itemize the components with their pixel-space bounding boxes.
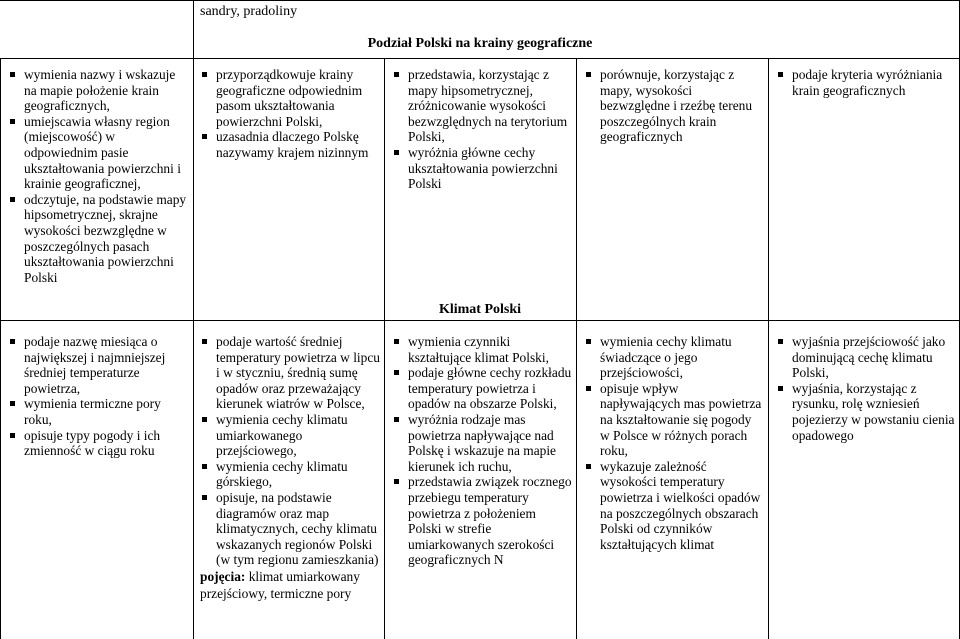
grid-line [0, 0, 960, 1]
list-item: wymienia cechy klimatu świadczące o jego przejściowości, [584, 334, 762, 381]
grid-line [0, 58, 960, 59]
row1-col1 [8, 67, 188, 285]
row1-col2 [200, 67, 380, 161]
grid-line [384, 58, 385, 639]
list-item: wyróżnia rodzaje mas powietrza napływające nad Polskę i wskazuje na mapie kierunek ich ruchu, [392, 412, 572, 474]
list-item: wymienia termiczne pory roku, [8, 396, 188, 427]
list-item: uzasadnia dlaczego Polskę nazywamy krajem nizinnym [200, 129, 380, 160]
row1-col5 [776, 67, 956, 98]
list-item: wymienia cechy klimatu umiarkowanego przejściowego, [200, 412, 380, 459]
row1-col3 [392, 67, 572, 192]
list-item: opisuje typy pogody i ich zmienność w ciągu roku [8, 428, 188, 459]
pojecia-label: pojęcia: [200, 568, 246, 584]
row2-col3 [392, 334, 572, 568]
list-item: podaje główne cechy rozkładu temperatury powietrza i opadów na obszarze Polski, [392, 365, 572, 412]
list-item: wyjaśnia przejściowość jako dominującą cechę klimatu Polski, [776, 334, 956, 381]
list-item: przedstawia, korzystając z mapy hipsometrycznej, zróżnicowanie wysokości bezwzględnych na terytorium Polski, [392, 67, 572, 145]
list-item: przyporządkowuje krainy geograficzne odpowiednim pasom ukształtowania powierzchni Polski, [200, 67, 380, 129]
row2-col1 [8, 334, 188, 459]
list-item: umiejscawia własny region (miejscowość) w odpowiednim pasie ukształtowania powierzchni i krainie geograficznej, [8, 114, 188, 192]
grid-line [193, 0, 194, 639]
list-item: wymienia cechy klimatu górskiego, [200, 459, 380, 490]
list-item: opisuje wpływ napływających mas powietrza na kształtowanie się pogody w Polsce w różnych porach roku, [584, 381, 762, 459]
list-item: wymienia czynniki kształtujące klimat Polski, [392, 334, 572, 365]
list-item: opisuje, na podstawie diagramów oraz map klimatycznych, cechy klimatu wskazanych regionów Polski (w tym regionu zamieszkania) [200, 490, 380, 568]
row2-col5 [776, 334, 956, 443]
list-item: wymienia nazwy i wskazuje na mapie położenie krain geograficznych, [8, 67, 188, 114]
list-item: wykazuje zależność wysokości temperatury powietrza i wielkości opadów na poszczególnych obszarach Polski od czynników kształtujących klimat [584, 459, 762, 553]
list-item: porównuje, korzystając z mapy, wysokości bezwzględne i rzeźbę terenu poszczególnych krain geograficznych [584, 67, 762, 145]
list-item: podaje wartość średniej temperatury powietrza w lipcu i w styczniu, średnią sumę opadów oraz przeważający kierunek wiatrów w Polsce, [200, 334, 380, 412]
list-item: wyjaśnia, korzystając z rysunku, rolę wzniesień pojezierzy w powstaniu cienia opadowego [776, 381, 956, 443]
row2-col2 [200, 334, 380, 602]
grid-line [0, 320, 960, 321]
list-item: podaje nazwę miesiąca o największej i najmniejszej średniej temperaturze powietrza, [8, 334, 188, 396]
top-text: sandry, pradoliny [200, 4, 298, 19]
grid-line [768, 58, 769, 639]
section-heading-krainy: Podział Polski na krainy geograficzne [367, 36, 593, 51]
list-item: odczytuje, na podstawie mapy hipsometrycznej, skrajne wysokości bezwzględne w poszczególnych pasach ukształtowania powierzchni Polski [8, 192, 188, 286]
grid-line [0, 58, 1, 639]
row1-col4 [584, 67, 762, 145]
pojecia-text: klimat umiarkowany przejściowy, termiczne pory [200, 568, 360, 601]
list-item: wyróżnia główne cechy ukształtowania powierzchni Polski [392, 145, 572, 192]
grid-line [576, 58, 577, 639]
pojecia-line [200, 568, 380, 602]
section-heading-klimat: Klimat Polski [438, 302, 522, 317]
list-item: przedstawia związek rocznego przebiegu temperatury powietrza z położeniem Polski w strefie umiarkowanych szerokości geograficznych N [392, 474, 572, 568]
list-item: podaje kryteria wyróżniania krain geograficznych [776, 67, 956, 98]
row2-col4 [584, 334, 762, 552]
